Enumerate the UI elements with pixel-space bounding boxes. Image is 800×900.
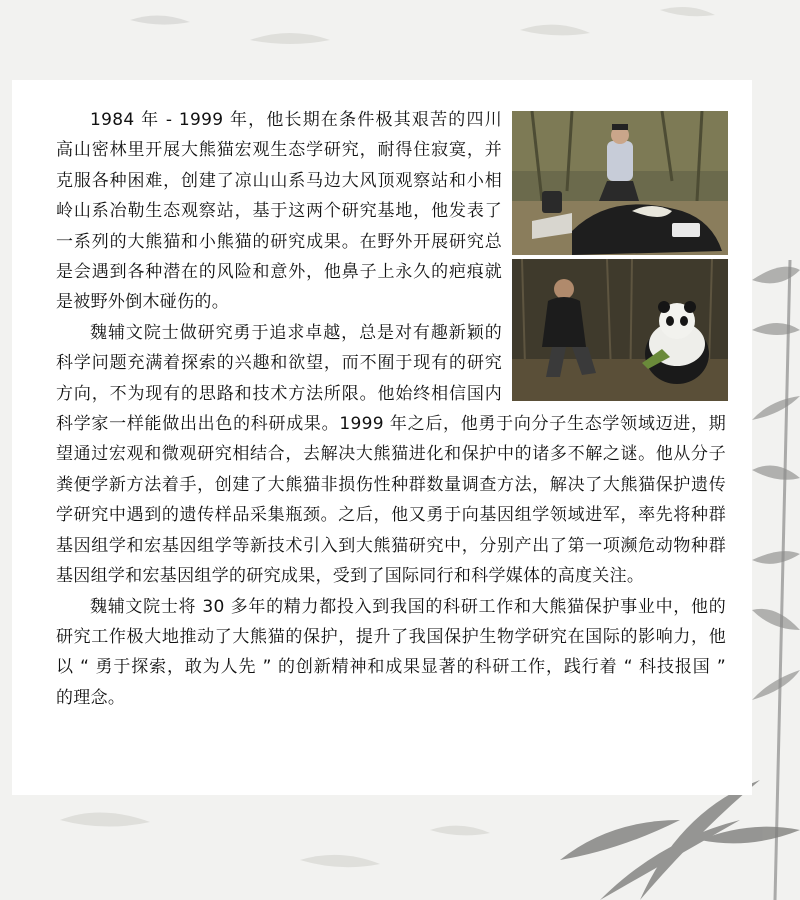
paragraph-1: 1984 年 - 1999 年，他长期在条件极其艰苦的四川高山密林里开展大熊猫宏观生态学研究，耐得住寂寞，并克服各种困难，创建了凉山山系马边大风顶观察站和小相岭山系冶勒生态观察站，基于这两个研究基地，他发表了一系列的大熊猫和小熊猫的研究成果。在野外开展研究总是会遇到各种潜在的风险和意外，他鼻子上永久的疤痕就是被野外倒木碰伤的。 — [56, 110, 502, 313]
paragraph-2: 魏辅文院士做研究勇于追求卓越，总是对有趣新颖的科学问题充满着探索的兴趣和欲望，而不囿于现有的研究方向，不为现有的思路和技术方法所限。他始终相信国内科学家一样能做出出色的科研成果。1999 年之后，他勇于向分子生态学领域迈进，期望通过宏观和微观研究相结合，去解决大熊猫进化和保护中的诸多不解之谜。他从分子粪便学新方法着手，创建了大熊猫非损伤性种群数量调查方法，解决了大熊猫保护遗传学研究中遇到的遗传样品采集瓶颈。之后，他又勇于向基因组学领域进军，率先将种群基因组学和宏基因组学等新技术引入到大熊猫研究中，分别产出了第一项濒危动物种群基因组学和宏基因组学的研究成果，受到了国际同行和科学媒体的高度关注。 — [56, 322, 726, 587]
paragraph-3: 魏辅文院士将 30 多年的精力都投入到我国的科研工作和大熊猫保护事业中，他的研究工作极大地推动了大熊猫的保护，提升了我国保护生物学研究在国际的影响力，他以 “ 勇于探索，敢为人先 ” 的创新精神和成果显著的科研工作，践行着 “ 科技报国 ” 的理念。 — [56, 596, 726, 708]
article-body — [56, 105, 726, 713]
photo-float-space — [508, 105, 726, 407]
